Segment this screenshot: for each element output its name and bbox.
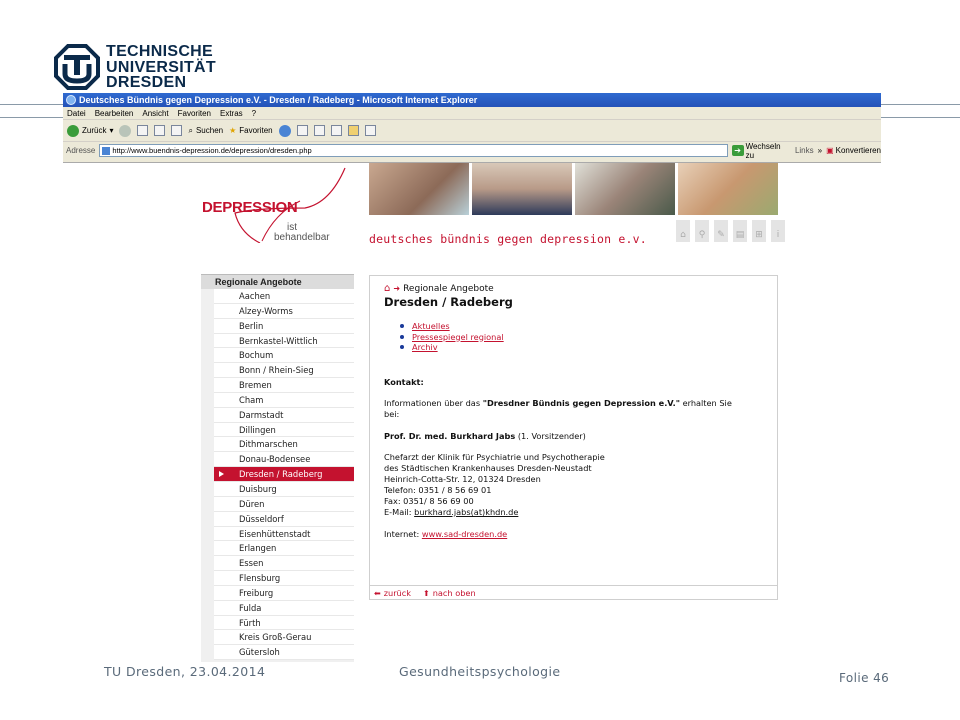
info-line — [384, 398, 732, 408]
back-label: Zurück — [82, 126, 107, 135]
sidebar-item[interactable]: Aachen — [214, 289, 354, 304]
sidebar-item[interactable]: Dresden / Radeberg — [214, 467, 354, 482]
person-line — [384, 431, 586, 441]
home-icon[interactable] — [171, 125, 182, 136]
content-footer-links — [374, 588, 476, 598]
sidebar-item[interactable]: Gütersloh — [214, 645, 354, 660]
fax-line: Fax: 0351/ 8 56 69 00 — [384, 496, 474, 506]
arrow-left-icon: ⬅ — [374, 589, 381, 598]
phone-line: Telefon: 0351 / 8 56 69 01 — [384, 485, 492, 495]
page-icon — [102, 147, 110, 155]
search-nav-icon[interactable]: ⚲ — [695, 220, 709, 242]
address-line: Chefarzt der Klinik für Psychiatrie und Psychotherapie — [384, 452, 605, 462]
address-line: Heinrich-Cotta-Str. 12, 01324 Dresden — [384, 474, 541, 484]
messenger-icon[interactable] — [365, 125, 376, 136]
logo-line-1: TECHNISCHE — [106, 43, 214, 60]
convert-icon: ▣ — [826, 146, 834, 155]
logo-sub-2: behandelbar — [274, 232, 330, 243]
website-link[interactable]: www.sad-dresden.de — [421, 529, 508, 539]
chevron-right-icon[interactable]: » — [817, 146, 823, 155]
photo-young-man — [369, 163, 469, 215]
tu-dresden-logo — [54, 44, 214, 92]
menu-favoriten[interactable]: Favoriten — [177, 109, 211, 118]
address-value: http://www.buendnis-depression.de/depression/dresden.php — [112, 146, 312, 155]
breadcrumb — [384, 283, 494, 294]
sidebar-item[interactable]: Berlin — [214, 319, 354, 334]
info-pre: Informationen über das — [384, 398, 483, 408]
sidebar-item[interactable]: Dithmarschen — [214, 437, 354, 452]
window-title: Deutsches Bündnis gegen Depression e.V. - Dresden / Radeberg - Microsoft Internet Explorer — [79, 95, 478, 105]
photo-mother-child — [678, 163, 778, 215]
email-label: E-Mail: — [384, 507, 415, 517]
sidebar-heading: Regionale Angebote — [201, 274, 354, 289]
email-link[interactable]: burkhard.jabs(at)khdn.de — [414, 507, 519, 517]
address-input[interactable] — [99, 144, 727, 157]
page-title: Dresden / Radeberg — [384, 295, 513, 309]
menu-help[interactable]: ? — [251, 109, 257, 118]
refresh-icon[interactable] — [154, 125, 165, 136]
sidebar-item[interactable]: Fürth — [214, 616, 354, 631]
back-link[interactable] — [374, 588, 411, 598]
photo-businessman — [472, 163, 572, 215]
convert-label: Konvertieren — [835, 146, 881, 155]
header-rule-right — [881, 104, 960, 105]
list-item — [400, 321, 504, 332]
content-divider — [370, 585, 777, 586]
sidebar-item[interactable]: Darmstadt — [214, 408, 354, 423]
sidebar-item[interactable]: Düren — [214, 497, 354, 512]
header-rule-right-2 — [881, 117, 960, 118]
print-nav-icon[interactable]: ▤ — [733, 220, 747, 242]
menu-bearbeiten[interactable]: Bearbeiten — [94, 109, 134, 118]
top-link[interactable] — [423, 588, 476, 598]
sidebar-item[interactable]: Bonn / Rhein-Sieg — [214, 363, 354, 378]
sidebar-item[interactable]: Bremen — [214, 378, 354, 393]
dropdown-arrow-icon: ▾ — [109, 126, 114, 135]
arrow-right-icon: ➜ — [393, 284, 401, 293]
content-links — [400, 321, 504, 353]
go-arrow-icon: ➔ — [732, 145, 744, 156]
kontakt-label: Kontakt: — [384, 377, 424, 387]
footer-date: TU Dresden, 23.04.2014 — [104, 664, 266, 679]
search-button[interactable] — [188, 126, 223, 136]
sidebar-item[interactable]: Fulda — [214, 601, 354, 616]
link-archiv[interactable]: Archiv — [412, 342, 438, 352]
slide-number: Folie 46 — [839, 671, 890, 685]
person-role: (1. Vorsitzender) — [515, 431, 586, 441]
mail-icon[interactable] — [297, 125, 308, 136]
site-nav-icons — [676, 220, 785, 242]
menu-ansicht[interactable]: Ansicht — [142, 109, 169, 118]
logo-sub-1: ist — [287, 222, 297, 233]
browser-window — [63, 93, 881, 163]
info-line-2: bei: — [384, 409, 400, 419]
header-rule-left — [0, 104, 63, 105]
back-button[interactable] — [67, 125, 113, 137]
sidebar-item[interactable]: Kreis Groß-Gerau — [214, 630, 354, 645]
sidebar-item[interactable]: Bochum — [214, 348, 354, 363]
regional-sidebar — [201, 274, 354, 662]
menu-datei[interactable]: Datei — [67, 109, 86, 118]
internet-line — [384, 529, 507, 539]
sidebar-item[interactable]: Eisenhüttenstadt — [214, 527, 354, 542]
tu-logo-mark-icon — [54, 44, 100, 90]
favorites-label: Favoriten — [239, 126, 273, 135]
logo-line-3: DRESDEN — [106, 74, 187, 91]
history-icon[interactable] — [279, 125, 291, 137]
person-name: Prof. Dr. med. Burkhard Jabs — [384, 431, 516, 441]
sidebar-item[interactable]: Donau-Bodensee — [214, 452, 354, 467]
content-panel — [369, 275, 778, 600]
edit-icon[interactable] — [331, 125, 342, 136]
sidebar-list — [201, 289, 354, 660]
sidebar-item[interactable]: Freiburg — [214, 586, 354, 601]
browser-toolbar — [63, 120, 881, 142]
go-label: Wechseln zu — [745, 141, 781, 160]
print-icon[interactable] — [314, 125, 325, 136]
back-arrow-icon — [67, 125, 79, 137]
sidebar-item[interactable]: Alzey-Worms — [214, 304, 354, 319]
links-button[interactable]: Links — [794, 146, 814, 155]
list-item — [400, 342, 504, 353]
sidebar-item[interactable]: Bernkastel-Wittlich — [214, 334, 354, 349]
info-bold: "Dresdner Bündnis gegen Depression e.V." — [482, 398, 680, 408]
sidebar-item[interactable]: Flensburg — [214, 571, 354, 586]
info-nav-icon[interactable]: i — [771, 220, 785, 242]
go-button[interactable] — [732, 142, 791, 160]
sidebar-item[interactable]: Düsseldorf — [214, 512, 354, 527]
top-link-label: nach oben — [432, 588, 476, 598]
internet-label: Internet: — [384, 529, 422, 539]
site-tagline: deutsches bündnis gegen depression e.v. — [369, 232, 647, 246]
list-item — [400, 332, 504, 343]
convert-button[interactable] — [826, 146, 881, 155]
tu-logo-text — [106, 44, 216, 91]
sidebar-item[interactable]: Dillingen — [214, 423, 354, 438]
sidebar-item[interactable]: Essen — [214, 556, 354, 571]
sidebar-item[interactable]: Duisburg — [214, 482, 354, 497]
address-bar — [63, 142, 881, 159]
logo-line-2: UNIVERSITÄT — [106, 58, 216, 76]
photo-elderly-man — [575, 163, 675, 215]
folder-icon[interactable] — [348, 125, 359, 136]
sitemap-nav-icon[interactable]: ⊞ — [752, 220, 766, 242]
internet-explorer-icon — [66, 95, 76, 105]
address-label: Adresse — [66, 146, 96, 155]
logo-word: DEPRESSION — [202, 199, 298, 216]
info-post: erhalten Sie — [679, 398, 732, 408]
address-line: des Städtischen Krankenhauses Dresden-Neustadt — [384, 463, 592, 473]
link-aktuelles[interactable]: Aktuelles — [412, 321, 450, 331]
browser-titlebar — [63, 93, 881, 107]
search-label: Suchen — [195, 126, 224, 135]
link-pressespiegel[interactable]: Pressespiegel regional — [412, 331, 504, 342]
favorites-button[interactable] — [229, 126, 273, 135]
sidebar-item[interactable]: Cham — [214, 393, 354, 408]
menu-extras[interactable]: Extras — [219, 109, 243, 118]
star-icon: ★ — [229, 126, 237, 135]
header-rule-left-2 — [0, 117, 63, 118]
arrow-up-icon: ⬆ — [423, 589, 430, 598]
menu-bar — [63, 107, 881, 120]
email-line — [384, 507, 518, 517]
home-nav-icon[interactable]: ⌂ — [676, 220, 690, 242]
footer-course: Gesundheitspsychologie — [399, 664, 561, 679]
breadcrumb-link[interactable]: Regionale Angebote — [403, 283, 494, 294]
forward-arrow-icon[interactable] — [119, 125, 131, 137]
edit-nav-icon[interactable]: ✎ — [714, 220, 728, 242]
banner-photos — [369, 163, 778, 215]
search-icon: ⌕ — [188, 125, 193, 135]
sidebar-item[interactable]: Erlangen — [214, 541, 354, 556]
stop-icon[interactable] — [137, 125, 148, 136]
back-link-label: zurück — [383, 588, 411, 598]
home-icon[interactable]: ⌂ — [384, 283, 391, 294]
